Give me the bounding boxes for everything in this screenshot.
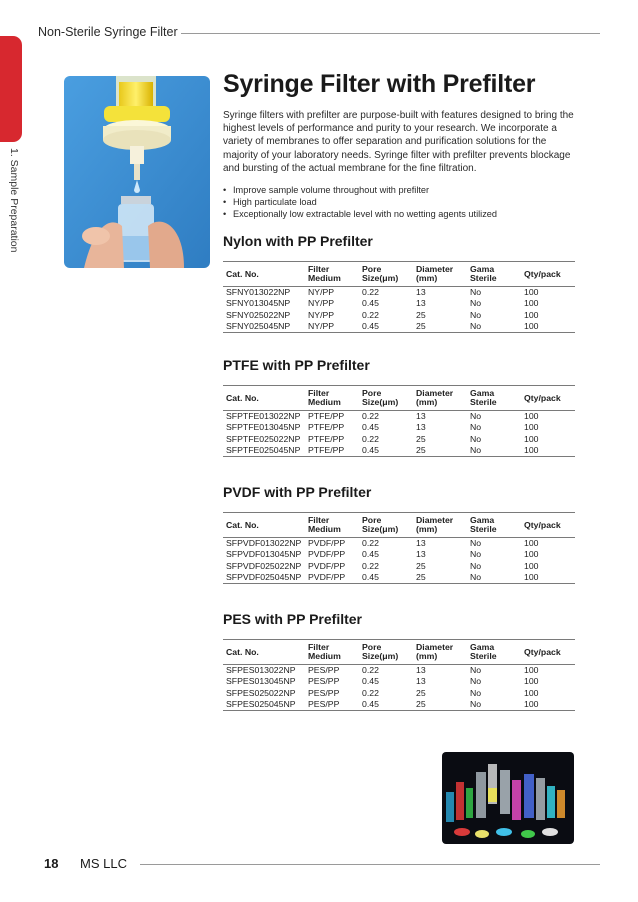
cell: No	[470, 298, 482, 309]
table-row	[223, 422, 575, 433]
col-qty-pack: Qty/pack	[524, 392, 561, 403]
col-cat-no: Cat. No.	[226, 268, 259, 279]
cell: 100	[524, 664, 539, 675]
cell: PES/PP	[308, 687, 340, 698]
cell: SFPTFE025022NP	[226, 433, 301, 444]
cell: 100	[524, 309, 539, 320]
cell: SFPTFE025045NP	[226, 445, 301, 456]
cell: 13	[416, 422, 426, 433]
cell: SFPVDF025045NP	[226, 572, 302, 583]
cell: 0.22	[362, 537, 379, 548]
cell: 100	[524, 687, 539, 698]
cell: PTFE/PP	[308, 410, 345, 421]
table-row	[223, 688, 575, 699]
col-filter-medium: Filter Medium	[308, 264, 341, 284]
cell: 0.22	[362, 286, 379, 297]
cell: 100	[524, 410, 539, 421]
col-gama-sterile: Gama Sterile	[470, 515, 497, 535]
cell: No	[470, 422, 482, 433]
cell: 25	[416, 309, 426, 320]
cell: PES/PP	[308, 664, 340, 675]
cell: No	[470, 410, 482, 421]
cell: 13	[416, 537, 426, 548]
syringe-filters-illustration	[442, 752, 574, 844]
cell: NY/PP	[308, 321, 335, 332]
cell: 0.22	[362, 687, 379, 698]
cell: 25	[416, 572, 426, 583]
feature-item: • Exceptionally low extractable level with no wetting agents utilized	[223, 208, 583, 220]
page-title: Syringe Filter with Prefilter	[223, 70, 536, 98]
section-nylon	[223, 232, 575, 333]
cell: 0.45	[362, 445, 379, 456]
cell: SFPTFE013045NP	[226, 422, 301, 433]
col-qty-pack: Qty/pack	[524, 268, 561, 279]
header-title: Non-Sterile Syringe Filter	[38, 25, 181, 39]
cell: PTFE/PP	[308, 445, 345, 456]
table-header-row	[223, 640, 575, 665]
col-gama-sterile: Gama Sterile	[470, 388, 497, 408]
cell: SFPVDF025022NP	[226, 560, 302, 571]
section-title: PES with PP Prefilter	[223, 611, 363, 627]
cell: SFPES013022NP	[226, 664, 296, 675]
col-diameter: Diameter (mm)	[416, 264, 454, 284]
cell: 0.45	[362, 699, 379, 710]
cell: 0.45	[362, 676, 379, 687]
feature-item: • High particulate load	[223, 196, 583, 208]
feature-list	[223, 184, 583, 220]
col-qty-pack: Qty/pack	[524, 646, 561, 657]
cell: 100	[524, 298, 539, 309]
table-row	[223, 664, 575, 676]
table-row	[223, 434, 575, 445]
cell: 100	[524, 537, 539, 548]
cell: No	[470, 572, 482, 583]
cell: 25	[416, 699, 426, 710]
syringe-filter-photo	[64, 76, 210, 268]
cell: 100	[524, 445, 539, 456]
col-cat-no: Cat. No.	[226, 646, 259, 657]
company-name: MS LLC	[80, 856, 127, 871]
section-title: Nylon with PP Prefilter	[223, 233, 373, 249]
cell: SFNY025045NP	[226, 321, 291, 332]
cell: 100	[524, 422, 539, 433]
cell: 13	[416, 664, 426, 675]
cell: 25	[416, 445, 426, 456]
cell: PTFE/PP	[308, 433, 345, 444]
cell: 25	[416, 687, 426, 698]
cell: 100	[524, 560, 539, 571]
table-row	[223, 699, 575, 711]
col-diameter: Diameter (mm)	[416, 388, 454, 408]
cell: 0.22	[362, 664, 379, 675]
table-row	[223, 561, 575, 572]
cell: SFPVDF013045NP	[226, 549, 302, 560]
col-filter-medium: Filter Medium	[308, 388, 341, 408]
table-header-row	[223, 513, 575, 538]
col-gama-sterile: Gama Sterile	[470, 264, 497, 284]
section-tab	[0, 36, 22, 142]
cell: 13	[416, 549, 426, 560]
cell: No	[470, 676, 482, 687]
col-pore-size: Pore Size(μm)	[362, 642, 399, 662]
table-header-row	[223, 262, 575, 287]
feature-item: • Improve sample volume throughout with prefilter	[223, 184, 583, 196]
cell: NY/PP	[308, 298, 335, 309]
cell: 25	[416, 433, 426, 444]
cell: PVDF/PP	[308, 549, 346, 560]
col-gama-sterile: Gama Sterile	[470, 642, 497, 662]
cell: No	[470, 537, 482, 548]
cell: PVDF/PP	[308, 572, 346, 583]
cell: 100	[524, 321, 539, 332]
section-pes	[223, 610, 575, 711]
cell: No	[470, 309, 482, 320]
cell: 100	[524, 699, 539, 710]
cell: SFNY025022NP	[226, 309, 291, 320]
section-ptfe	[223, 356, 575, 457]
table-header-row	[223, 386, 575, 411]
cell: No	[470, 433, 482, 444]
cell: 13	[416, 298, 426, 309]
cell: SFNY013022NP	[226, 286, 291, 297]
cell: No	[470, 549, 482, 560]
table-row	[223, 537, 575, 549]
intro-paragraph: Syringe filters with prefilter are purpose-built with features designed to bring the highest levels of performance and purity to your research. We incorporate a variety of membranes to offer separation and purification solutions for the majority of your laboratory needs. Syringe filter with prefilter prevents blockage and bursting of the actual membrane for the fine filtration.	[223, 110, 574, 174]
cell: 13	[416, 286, 426, 297]
cell: 13	[416, 676, 426, 687]
footer-rule	[140, 864, 600, 865]
cell: 13	[416, 410, 426, 421]
cell: SFPTFE013022NP	[226, 410, 301, 421]
col-diameter: Diameter (mm)	[416, 515, 454, 535]
cell: PVDF/PP	[308, 560, 346, 571]
cell: 0.45	[362, 572, 379, 583]
col-cat-no: Cat. No.	[226, 519, 259, 530]
col-cat-no: Cat. No.	[226, 392, 259, 403]
cell: 100	[524, 676, 539, 687]
table-row	[223, 549, 575, 560]
cell: 0.22	[362, 433, 379, 444]
col-diameter: Diameter (mm)	[416, 642, 454, 662]
cell: 0.22	[362, 560, 379, 571]
table-row	[223, 445, 575, 457]
cell: No	[470, 560, 482, 571]
col-pore-size: Pore Size(μm)	[362, 264, 399, 284]
cell: SFPES025022NP	[226, 687, 296, 698]
table-row	[223, 321, 575, 333]
cell: 25	[416, 560, 426, 571]
table-row	[223, 310, 575, 321]
cell: NY/PP	[308, 286, 335, 297]
syringe-filter-illustration	[64, 76, 210, 268]
table-row	[223, 298, 575, 309]
header-rule	[172, 33, 600, 34]
product-table	[223, 639, 575, 711]
cell: 100	[524, 572, 539, 583]
section-title: PTFE with PP Prefilter	[223, 357, 370, 373]
section-title: PVDF with PP Prefilter	[223, 484, 372, 500]
cell: 25	[416, 321, 426, 332]
cell: SFNY013045NP	[226, 298, 291, 309]
table-row	[223, 286, 575, 298]
cell: No	[470, 664, 482, 675]
col-pore-size: Pore Size(μm)	[362, 388, 399, 408]
product-table	[223, 261, 575, 333]
col-filter-medium: Filter Medium	[308, 515, 341, 535]
cell: No	[470, 321, 482, 332]
filters-product-photo	[442, 752, 574, 844]
cell: 0.22	[362, 410, 379, 421]
cell: 100	[524, 286, 539, 297]
cell: No	[470, 687, 482, 698]
cell: PTFE/PP	[308, 422, 345, 433]
table-row	[223, 410, 575, 422]
cell: 100	[524, 549, 539, 560]
cell: 100	[524, 433, 539, 444]
cell: SFPES025045NP	[226, 699, 296, 710]
cell: No	[470, 445, 482, 456]
col-filter-medium: Filter Medium	[308, 642, 341, 662]
col-qty-pack: Qty/pack	[524, 519, 561, 530]
section-pvdf	[223, 483, 575, 584]
cell: PES/PP	[308, 676, 340, 687]
cell: SFPVDF013022NP	[226, 537, 302, 548]
page-number: 18	[44, 856, 59, 871]
section-side-label: 1. Sample Preparation	[8, 148, 20, 253]
cell: 0.45	[362, 321, 379, 332]
table-row	[223, 676, 575, 687]
cell: 0.22	[362, 309, 379, 320]
product-table	[223, 512, 575, 584]
cell: NY/PP	[308, 309, 335, 320]
product-table	[223, 385, 575, 457]
cell: No	[470, 286, 482, 297]
cell: PVDF/PP	[308, 537, 346, 548]
cell: 0.45	[362, 422, 379, 433]
table-row	[223, 572, 575, 584]
cell: 0.45	[362, 549, 379, 560]
col-pore-size: Pore Size(μm)	[362, 515, 399, 535]
cell: 0.45	[362, 298, 379, 309]
cell: SFPES013045NP	[226, 676, 296, 687]
cell: No	[470, 699, 482, 710]
cell: PES/PP	[308, 699, 340, 710]
